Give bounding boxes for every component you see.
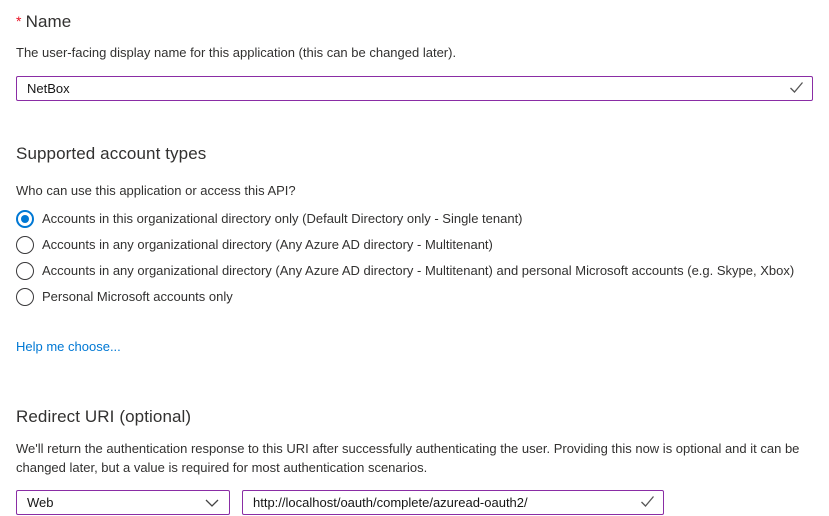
redirect-uri-description: We'll return the authentication response to this URI after successfully authenticating the user. Providing this now is optional and it can be changed later, but a value is required for most authentication scenarios. bbox=[16, 441, 800, 475]
radio-option-multitenant[interactable] bbox=[16, 236, 813, 254]
radio-option-label: Accounts in this organizational directory only (Default Directory only - Single tenant) bbox=[42, 211, 523, 226]
name-input-wrap bbox=[16, 76, 813, 101]
radio-option-multitenant-personal[interactable] bbox=[16, 262, 813, 280]
radio-option-label: Accounts in any organizational directory (Any Azure AD directory - Multitenant) bbox=[42, 237, 493, 252]
name-input[interactable] bbox=[16, 76, 813, 101]
redirect-uri-input-wrap bbox=[242, 490, 664, 515]
required-asterisk: * bbox=[16, 13, 22, 29]
account-types-question: Who can use this application or access this API? bbox=[16, 183, 296, 198]
help-me-choose-link[interactable]: Help me choose... bbox=[16, 339, 121, 354]
radio-option-label: Personal Microsoft accounts only bbox=[42, 289, 233, 304]
account-types-radio-group bbox=[16, 210, 813, 306]
radio-button[interactable] bbox=[16, 236, 34, 254]
redirect-uri-input[interactable] bbox=[242, 490, 664, 515]
redirect-uri-row bbox=[16, 490, 813, 515]
radio-button[interactable] bbox=[16, 210, 34, 228]
radio-option-personal-only[interactable] bbox=[16, 288, 813, 306]
platform-select-value: Web bbox=[27, 495, 54, 510]
chevron-down-icon bbox=[205, 499, 219, 507]
platform-select[interactable] bbox=[16, 490, 230, 515]
redirect-uri-title: Redirect URI (optional) bbox=[16, 407, 192, 426]
name-section-title bbox=[16, 11, 813, 32]
name-section-title-text: Name bbox=[25, 12, 72, 31]
radio-button[interactable] bbox=[16, 262, 34, 280]
account-types-title: Supported account types bbox=[16, 144, 207, 163]
name-description: The user-facing display name for this application (this can be changed later). bbox=[16, 45, 457, 60]
radio-option-single-tenant[interactable] bbox=[16, 210, 813, 228]
radio-button[interactable] bbox=[16, 288, 34, 306]
radio-option-label: Accounts in any organizational directory (Any Azure AD directory - Multitenant) and personal Microsoft accounts (e.g. Skype, Xbox) bbox=[42, 263, 795, 278]
